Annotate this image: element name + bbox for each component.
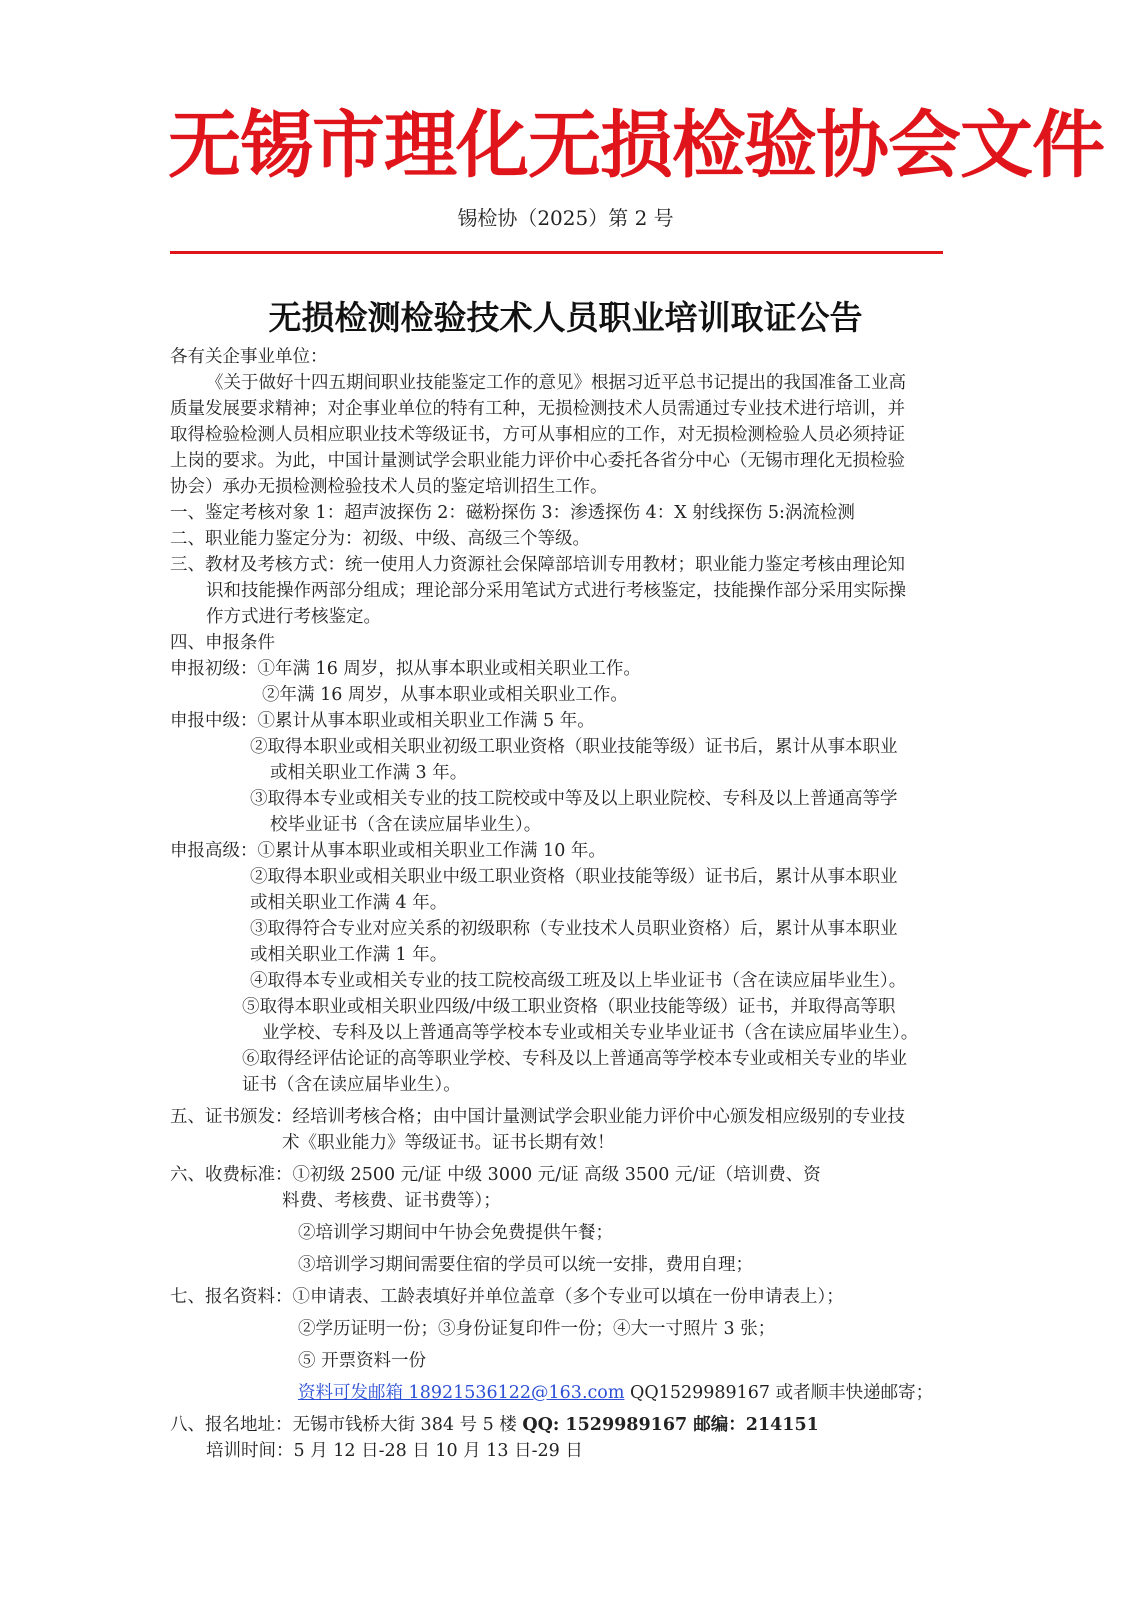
section-6-line: 料费、考核费、证书费等）； — [282, 1191, 501, 1211]
section-6-line: ③培训学习期间需要住宿的学员可以统一安排，费用自理； — [298, 1255, 753, 1275]
intro-line: 上岗的要求。为此，中国计量测试学会职业能力评价中心委托各省分中心（无锡市理化无损检验 — [170, 451, 905, 471]
section-1-assessment-targets: 一、鉴定考核对象 1：超声波探伤 2：磁粉探伤 3：渗透探伤 4：X 射线探伤 5:涡流检测 — [170, 503, 855, 523]
senior-condition: 申报高级：①累计从事本职业或相关职业工作满 10 年。 — [170, 841, 606, 861]
middle-condition: ②取得本职业或相关职业初级工职业资格（职业技能等级）证书后，累计从事本职业 — [250, 737, 898, 757]
senior-condition: 业学校、专科及以上普通高等学校本专业或相关专业毕业证书（含在读应届毕业生）。 — [262, 1023, 919, 1043]
section-6-line: 六、收费标准：①初级 2500 元/证 中级 3000 元/证 高级 3500 元/证（培训费、资 — [170, 1165, 821, 1185]
middle-condition: ③取得本专业或相关专业的技工院校或中等及以上职业院校、专科及以上普通高等学 — [250, 789, 898, 809]
email-link[interactable]: 资料可发邮箱 18921536122@163.com — [298, 1383, 625, 1403]
intro-line: 取得检验检测人员相应职业技术等级证书，方可从事相应的工作，对无损检测检验人员必须持证 — [170, 425, 905, 445]
section-7-line: ②学历证明一份；③身份证复印件一份；④大一寸照片 3 张； — [298, 1319, 776, 1339]
registration-contact: QQ: 1529989167 邮编：214151 — [522, 1415, 819, 1435]
section-4-heading: 四、申报条件 — [170, 633, 275, 653]
junior-condition: ②年满 16 周岁，从事本职业或相关职业工作。 — [262, 685, 628, 705]
notice-title: 无损检测检验技术人员职业培训取证公告 — [268, 298, 863, 337]
junior-condition: 申报初级：①年满 16 周岁，拟从事本职业或相关职业工作。 — [170, 659, 641, 679]
intro-line: 协会）承办无损检测检验技术人员的鉴定培训招生工作。 — [170, 477, 608, 497]
senior-condition: ②取得本职业或相关职业中级工职业资格（职业技能等级）证书后，累计从事本职业 — [250, 867, 898, 887]
section-3-line: 作方式进行考核鉴定。 — [206, 607, 381, 627]
section-8-prefix: 八、报名地址： — [170, 1415, 293, 1435]
senior-condition: ③取得符合专业对应关系的初级职称（专业技术人员职业资格）后，累计从事本职业 — [250, 919, 898, 939]
training-time: 培训时间：5 月 12 日-28 日 10 月 13 日-29 日 — [206, 1441, 583, 1461]
senior-condition: 或相关职业工作满 4 年。 — [250, 893, 448, 913]
salutation: 各有关企事业单位： — [170, 347, 328, 367]
registration-address: 无锡市钱桥大街 384 号 5 楼 — [292, 1415, 517, 1435]
senior-condition: 或相关职业工作满 1 年。 — [250, 945, 448, 965]
section-5-line: 五、证书颁发：经培训考核合格；由中国计量测试学会职业能力评价中心颁发相应级别的专业技 — [170, 1107, 905, 1127]
middle-condition: 申报中级：①累计从事本职业或相关职业工作满 5 年。 — [170, 711, 595, 731]
middle-condition: 校毕业证书（含在读应届毕业生）。 — [270, 815, 542, 835]
section-2-levels: 二、职业能力鉴定分为：初级、中级、高级三个等级。 — [170, 529, 590, 549]
org-header-title: 无锡市理化无损检验协会文件 — [168, 103, 1104, 188]
middle-condition: 或相关职业工作满 3 年。 — [270, 763, 468, 783]
senior-condition: ⑤取得本职业或相关职业四级/中级工职业资格（职业技能等级）证书，并取得高等职 — [242, 997, 896, 1017]
section-6-line: ②培训学习期间中午协会免费提供午餐； — [298, 1223, 613, 1243]
intro-line: 《关于做好十四五期间职业技能鉴定工作的意见》根据习近平总书记提出的我国准备工业高 — [206, 373, 906, 393]
email-line-tail: QQ1529989167 或者顺丰快递邮寄； — [624, 1383, 934, 1403]
senior-condition: 证书（含在读应届毕业生）。 — [242, 1075, 461, 1095]
section-3-line: 识和技能操作两部分组成；理论部分采用笔试方式进行考核鉴定，技能操作部分采用实际操 — [206, 581, 906, 601]
document-number: 锡检协（2025）第 2 号 — [457, 206, 674, 230]
section-8-line — [170, 1412, 819, 1438]
section-7-line: 七、报名资料：①申请表、工龄表填好并单位盖章（多个专业可以填在一份申请表上）； — [170, 1287, 844, 1307]
senior-condition: ⑥取得经评估论证的高等职业学校、专科及以上普通高等学校本专业或相关专业的毕业 — [242, 1049, 907, 1069]
senior-condition: ④取得本专业或相关专业的技工院校高级工班及以上毕业证书（含在读应届毕业生）。 — [250, 971, 907, 991]
section-7-line: ⑤ 开票资料一份 — [298, 1351, 427, 1371]
section-3-line: 三、教材及考核方式：统一使用人力资源社会保障部培训专用教材；职业能力鉴定考核由理论知 — [170, 555, 905, 575]
intro-line: 质量发展要求精神；对企事业单位的特有工种，无损检测技术人员需通过专业技术进行培训，并 — [170, 399, 905, 419]
section-5-line: 术《职业能力》等级证书。证书长期有效！ — [282, 1133, 615, 1153]
email-line — [298, 1380, 933, 1406]
